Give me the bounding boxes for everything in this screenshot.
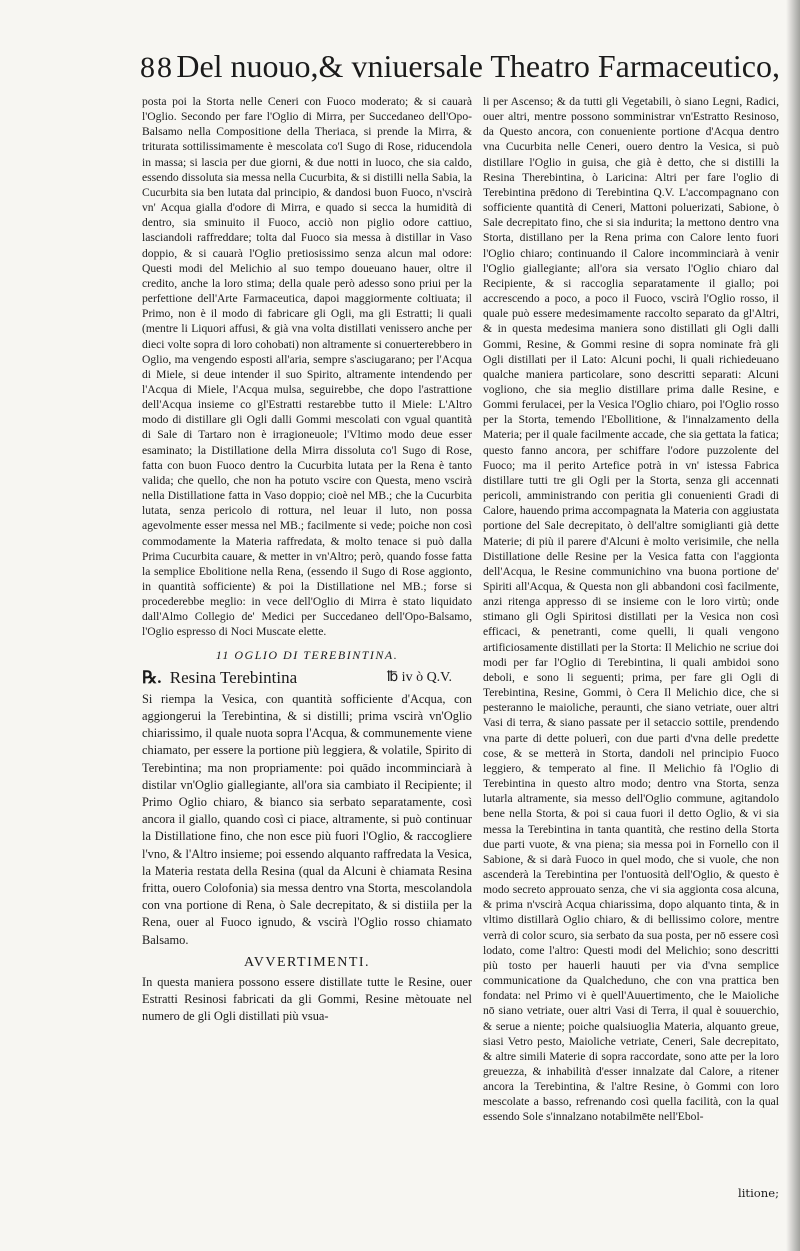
left-paragraph-2: Si riempa la Vesica, con quantità sofficiente d'Acqua, con aggiongerui la Terebintina, & si distilli; prima vscirà vn'Oglio chiarissimo, il quale nuota sopra l'Acqua, & communemente viene chiamato, per essere la portione più leggiera, & volatile, Spirito di Terebintina; ma non propriamente: poi quādo incomminciarà à distilar vn'Oglio giallegiante, all'ora sia cambiato il Recipiente; il Primo Oglio chiaro, & bianco sia serbato separatamente, così ancora il giallo, quando così ci piace, altramente, si può continuar la Distillatione fino, che non esce più fuori l'Oglio, & raccogliere l'vno, & l'Altro insieme; poi essendo alquanto raffredata la Vesica, la Materia restata della Resina (qual da Alcuni è chiamata Resina fritta, ouero Colofonia) sia messa dentro vna Storta, mescolandola con vna portione di Rena, ò Sale decrepitato, & si distiila per la Rena, ouer al Fuoco ignudo, & vscirà l'Oglio rosso chiamato Balsamo. [142, 691, 472, 947]
catchword: litione; [738, 1186, 779, 1200]
page-edge-shadow [786, 0, 800, 1251]
right-column [483, 94, 779, 1179]
recipe-ingredient-group [142, 665, 297, 691]
left-paragraph-1: posta poi la Storta nelle Ceneri con Fuoco moderato; & si cauarà l'Oglio. Secondo per fare l'Oglio di Mirra, per Succedaneo dell'Opo-Balsamo nella Compositione della Theriaca, si prende la Mirra, & triturata sottilissimamente è mescolata co'l Sugo di Rose, riducendola in massa; si lascia per due giorni, & due notti in luoco, che sia caldo, essendo dissoluta sia messa nella Cucurbita, & si distilli nella Sabia, la Cucurbita sia ben lutata dal principio, & dandosi buon Fuoco, n'vscirà vn' Acqua gialla d'odore di Mirra, e quado si secca la humidità di dentro, sia sminuito il Fuoco, acciò non piglio odore cattiuo, lasciandoli raffreddare; tolta dal Fuoco sia messa à distillar in Vaso doppio, & si cauarà l'Oglio pretiosissimo senza alcun mal odore: Questi modi del Melichio al suo tempo doueuano hauer, oltre il credito, anche la loro stima; della quale però adesso sono priui per la perfettione dell'Arte Farmaceutica, dapoi maggiormente coltiuata; il Primo, non è il modo di fabricare gli Ogli, ma gli Estratti; li quali (mentre li Liquori affusi, & già vna volta distillati venissero anche per dieci volte sopra di loro cohobati) non altramente si conuerterebbero in Oglio, ma vengendo esposti all'aria, sempre s'asciugarano; per l'Acqua di Miele, si deue intender il suo Spirito, altramente intendendo per l'Acqua di Miele, l'Acqua mulsa, seguirebbe, che dopo l'astrattione dell'Acqua insieme co gl'Estratti restarebbe tutto il Miele: L'Altro modo di distillare gli Ogli dalli Gommi mescolati con vgual quantità di Sale di Tartaro non è irragioneuole; l'Vltimo modo deue esser esaminato; la Distillatione della Mirra dissoluta co'l Sugo di Rose, fatta con buon Fuoco dentro la Cucurbita lutata per la Rena è tanto valida; che quello, che non ha potuto vscire con Questa, meno vscirà nella Distillatione fatta in Vaso doppio; cioè nel MB.; che la Cucurbita lutata, senza pericolo di rottura, nel leuar il luto, non possa agevolmente esser messa nel MB.; facilmente si vede; poiche non così commodamente la Materia raffredata, & molto tenace si può dalla Prima Cucurbita cauare, & metter in vn'Altro; però, quando fosse fatta la semplice Ebolitione nella Rena, (essendo il Sugo di Rose aggionto, in quantità sofficiente) & poi la Distillatione nel MB.; forse si procederebbe meglio: in vece dell'Oglio di Mirra è stato liquidato dall'Almo Collegio de' Medici per Succedaneo dell'Opo-Balsamo, l'Oglio espresso di Noci Muscate elette. [142, 95, 472, 639]
right-paragraph-1: li per Ascenso; & da tutti gli Vegetabili, ò siano Legni, Radici, ouer altri, mentre possono somministrar vn'Estratto Resinoso, da Questo ancora, con conueniente portione d'Acqua dentro vna Cucurbita nelle Ceneri, ouero dentro la Vesica, si può distillare l'Oglio in guisa, che già è detto, che si distilli la Resina Therebintina, ò Laricina: Altri per fare l'oglio di Terebintina prēdono di Terebintina Q.V. L'accompagnano con sofficiente quantità di Ceneri, Mattoni poluerizati, Sabione, ò Sale decrepitato fino, che si sia indurita; la mettono dentro vna Storta, distillano per la Rena prima con Calore lento fuori l'Oglio chiaro; continuando il Calore incomminciarà à venir l'Oglio giallegiante; all'ora sia versato l'Oglio chiaro dal Recipiente, & si raccoglia separatamente il giallo; poi accrescendo a poco, a poco il Fuoco, vscirà l'Oglio rosso, il quale può essere medesimamente raccolto separato da gl'Altri, & in questa medesima maniera sono distillati gli Ogli dalli Gommi, Resine, & Gommi resine di sopra nominate frà gli Ogli distillati per il Lato: Alcuni pochi, li quali richiedeuano qualche maniera particolare, sono descritti separati: Alcuni vogliono, che sia meglio distillare prima dalle Resine, e Gommi ferulacei, per la Vesica l'Oglio chiaro, poi l'Oglio rosso per la Storta, temendo l'Ebollitione, & l'innalzamento della Materia; per il quale facilmente accade, che sia gettata la fatica; questo fanno ancora, per schiffare l'odore puzzolente del Fuoco; ma il perito Artefice potrà in vn' istessa Fabrica distillare tutti tre gli Ogli per la Storta, senza gli accennati pericoli, amministrando con peritia gli conuenienti Gradi di Calore, hauendo prima accompagnata la Materia con aggiustata portione del Sale decrepitato, ò dell'altre somiglianti già dette Materie; di più il parere d'Alcuni è molto verisimile, che nella Distillatione delle Resine per la Vesica fatta con l'aggionta dell'Acqua, le Resine communichino vna buona portione de' Spiriti all'Acqua, & Questa non gli abbandoni così facilmente, anzi ritenga appresso di se insieme con le loro virtù; onde stimano gli Ogli Spiritosi distillati per la Vesica non così efficaci, & penetranti, come quelli, li quali vengono artificiosamente distillati per la Storta: Il Melichio ne scriue doi modi per far l'Oglio di Terebintina, li quali ambidoi sono deboli, e sono li seguenti; prima, per fare gli Ogli di Terebintina, Resine, Gommi, ò Cera Il Melichio dice, che si pesteranno le maioliche, peraunti, che siano vetriate, ouer altri Vasi di terra, & siano passate per il setaccio sottile, prendendo vna parte di dette poluerì, con due parti d'vna delle predette cose, & se metterà in Storta, dandoli nel principio Fuoco leggiero, & temperato al fine. Il Melichio fà l'Oglio di Terebintina in questo altro modo; dentro vna Storta, senza lutarla altramente, sia messo dell'Oglio commune, agitandolo bene nella Storta, & poi si caua fuori il detto Oglio, & vi sia messa la Terebintina in tanta quantità, che restino della Storta due parti vuote, & vna piena; sia messa poi in Fornello con il Sabione, & si darà Fuoco in quel modo, che si vuole, che non ascenderà la Terebintina per l'ontuosità dell'Oglio, & questo è modo secreto approuato senza, che vi sia aggionta cosa alcuna, & prima n'vscirà Acqua chiarissima, dopo alquanto tinta, & in vltimo distillarà Oglio chiaro, & di bellissimo colore, mentre verrà di color scuro, sia serbato da sua posta, per nō essere così lodato, come l'altro: Questi modi del Melichio; sono descritti più tosto per hauerli hauuti per via d'vna semplice communicatione da Qualcheduno, che con vna prattica ben fondata: nel Primo vi è quell'Auuertimento, che le Maioliche nō siano vetriate, ouer altri Vasi di Terra, il qual è souuerchio, & serue a niente; poiche qualsiuoglia Materia, alquanto greue, siasi Vetro pesto, Maioliche vetriate, Ceneri, Sale decrepitato, & altre simili Materie di sopra raccordate, sono atte per la loro greuezza, & inhabilità d'esser innalzate dal Calore, a ritener ancora la Terebintina, & l'altre Resine, ò Gommi con loro mescolate a basso, refrenando così quella facilità, con la qual essendo Sole s'innalzano notabilmēte nell'Ebol- [483, 95, 779, 1124]
recipe-rx-symbol: ℞. [142, 667, 162, 687]
left-column [142, 94, 472, 1202]
recipe-ingredient: Resina Terebintina [169, 667, 298, 687]
recipe-heading: 11 OGLIO DI TEREBINTINA. [215, 647, 399, 662]
left-paragraph-3: In questa maniera possono essere distillate tutte le Resine, ouer Estratti Resinosi fabricati da gli Gommi, Resine mètouate nel numero de gli Ogli distillati più vsua- [142, 974, 472, 1024]
section-heading: AVVERTIMENTI. [243, 954, 371, 970]
recipe-dose: ℔ iv ò Q.V. [386, 669, 452, 685]
page-header [140, 48, 780, 94]
running-title: Del nuouo,& vniuersale Theatro Farmaceutico, [176, 48, 780, 84]
recipe-line [142, 665, 472, 691]
page-number: 88 [140, 51, 174, 84]
